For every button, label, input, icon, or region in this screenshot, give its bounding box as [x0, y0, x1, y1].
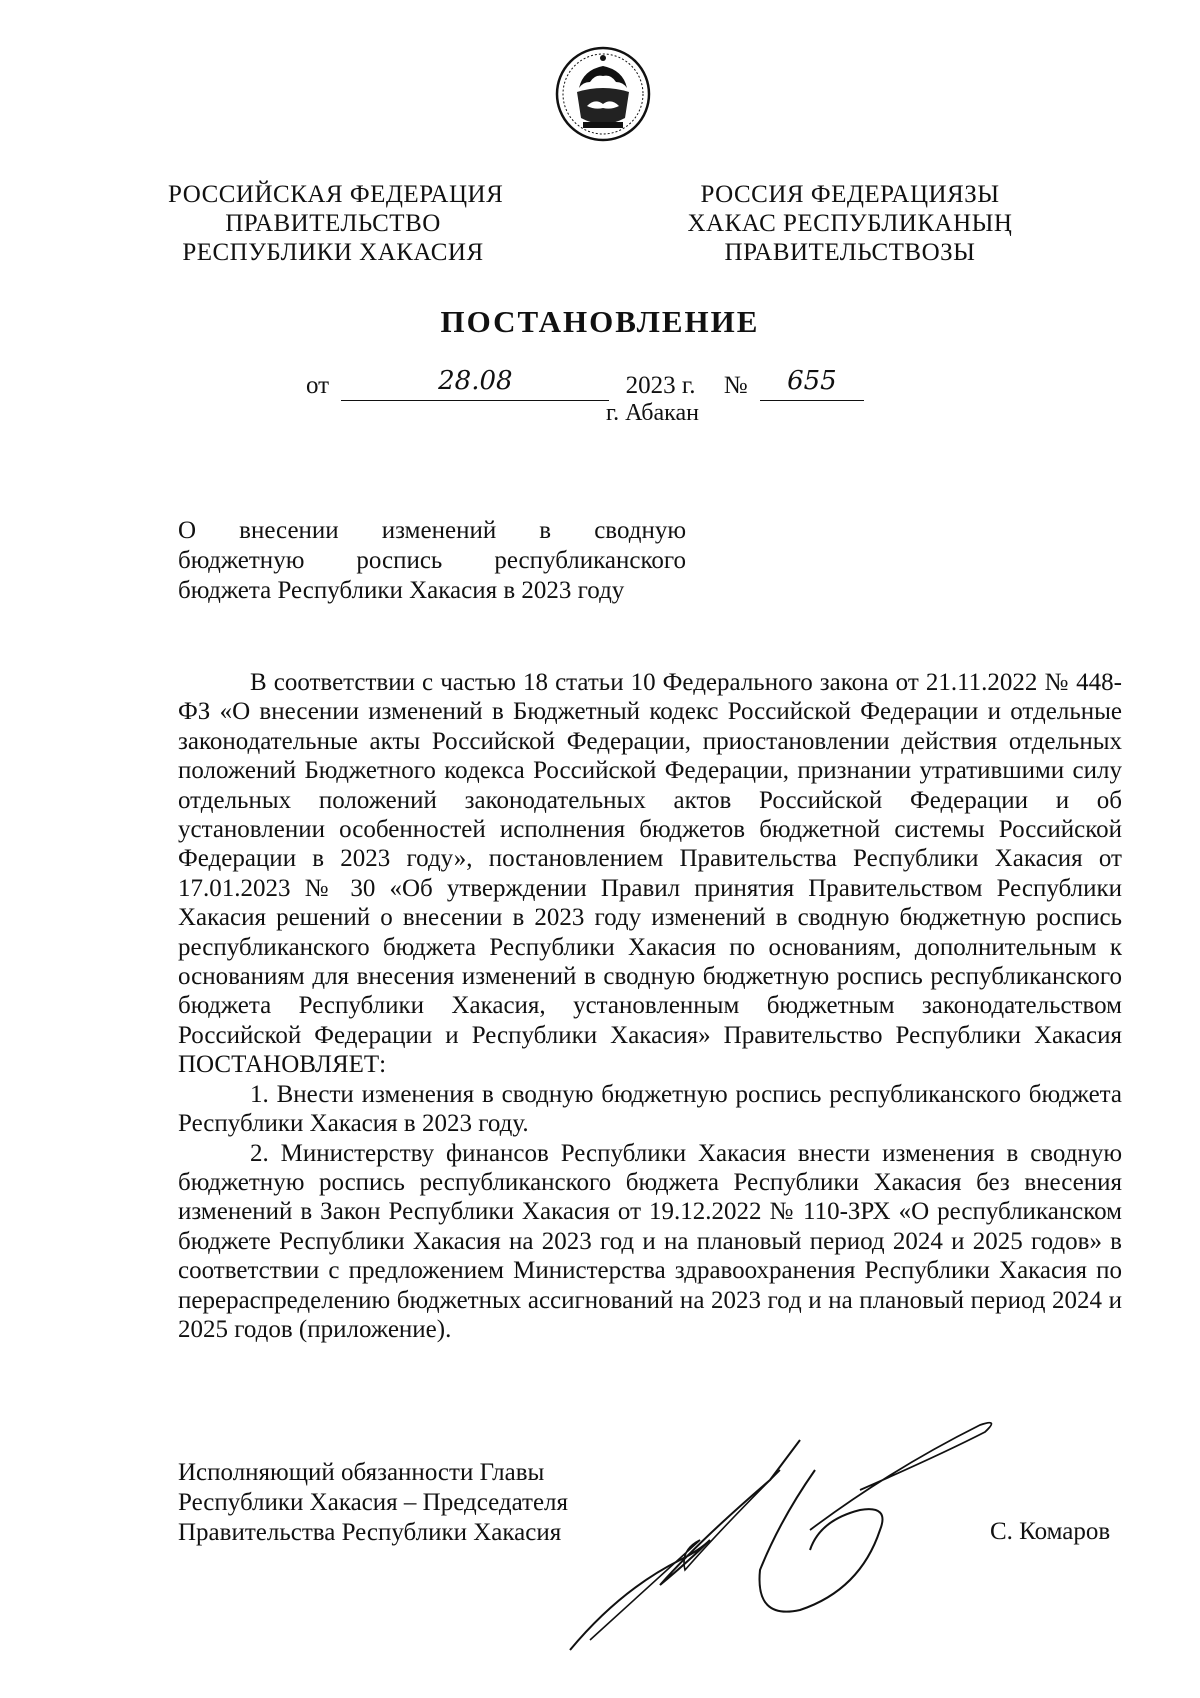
signatory-position [178, 1458, 568, 1548]
year-text: 2023 г. [625, 372, 696, 399]
header-left-line: РЕСПУБЛИКИ ХАКАСИЯ [182, 239, 484, 266]
header-right-line: ПРАВИТЕЛЬСТВОЗЫ [724, 239, 976, 266]
header-left [168, 180, 504, 267]
header-left-line: ПРАВИТЕЛЬСТВО [225, 210, 441, 237]
number-blank [760, 366, 864, 401]
city-line [0, 400, 1200, 427]
handwritten-number: 655 [787, 366, 837, 396]
handwritten-date: 28.08 [438, 366, 513, 396]
header-right [680, 180, 1020, 267]
subject-line: О внесении изменений в сводную [178, 517, 686, 544]
handwritten-signature [560, 1410, 1040, 1660]
date-blank [341, 366, 609, 401]
position-line: Республики Хакасия – Председателя [178, 1489, 569, 1516]
subject-line: бюджета Республики Хакасия в 2023 году [178, 577, 625, 604]
document-subject [178, 516, 686, 606]
header-right-line: ХАКАС РЕСПУБЛИКАНЫҢ [687, 210, 1013, 237]
subject-line: бюджетную роспись республиканского [178, 547, 686, 574]
signatory-name: С. Комаров [990, 1518, 1111, 1545]
number-sign: № [723, 372, 748, 399]
document-title: ПОСТАНОВЛЕНИЕ [440, 304, 760, 339]
header-left-line: РОССИЙСКАЯ ФЕДЕРАЦИЯ [168, 181, 504, 208]
body-paragraph: 1. Внести изменения в сводную бюджетную роспись республиканского бюджета Республики Хакасия в 2023 году. [178, 1080, 1122, 1138]
date-line [306, 366, 864, 401]
city-name: г. Абакан [606, 400, 699, 426]
position-line: Правительства Республики Хакасия [178, 1519, 562, 1546]
body-paragraph: В соответствии с частью 18 статьи 10 Федерального закона от 21.11.2022 № 448-ФЗ «О внесении изменений в Бюджетный кодекс Российской Федерации и отдельные законодательные акты Российской Федерации, приостановлении действия отдельных положений Бюджетного кодекса Российской Федерации, признании утратившими силу отдельных положений законодательных актов Российской Федерации и об установлении особенностей исполнения бюджетов бюджетной системы Российской Федерации в 2023 году», постановлением Правительства Республики Хакасия от 17.01.2023 № 30 «Об утверждении Правил принятия Правительством Республики Хакасия решений о внесении в 2023 году изменений в сводную бюджетную роспись республиканского бюджета Республики Хакасия по основаниям, дополнительным к основаниям для внесения изменений в сводную бюджетную роспись республиканского бюджета Республики Хакасия, установленным бюджетным законодательством Российской Федерации и Республики Хакасия» Правительство Республики Хакасия ПОСТАНОВЛЯЕТ: [178, 669, 1122, 1079]
document-body [178, 668, 1122, 1344]
position-line: Исполняющий обязанности Главы [178, 1459, 545, 1486]
khakassia-coat-of-arms-icon [553, 44, 653, 144]
header-right-line: РОССИЯ ФЕДЕРАЦИЯЗЫ [700, 181, 1000, 208]
date-prefix: от [306, 372, 330, 399]
body-paragraph: 2. Министерству финансов Республики Хакасия внести изменения в сводную бюджетную роспись республиканского бюджета Республики Хакасия без внесения изменений в Закон Республики Хакасия от 19.12.2022 № 110-ЗРХ «О республиканском бюджете Республики Хакасия на 2023 год и на плановый период 2024 и 2025 годов» в соответствии с предложением Министерства здравоохранения Республики Хакасия по перераспределению бюджетных ассигнований на 2023 год и на плановый период 2024 и 2025 годов (приложение). [178, 1139, 1122, 1343]
